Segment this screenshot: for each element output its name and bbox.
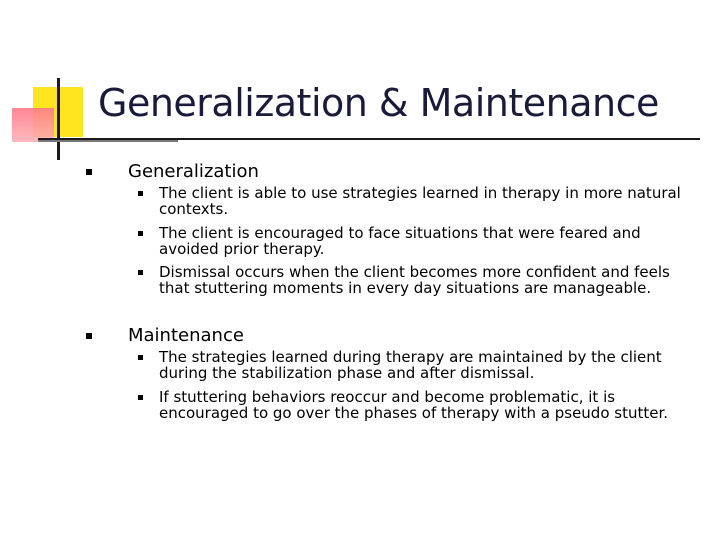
sub-bullet-text: The client is encouraged to face situations that were feared and avoided prior therapy.	[159, 224, 641, 258]
sub-bullet-text: Dismissal occurs when the client becomes more confident and feels that stuttering moments in every day situations are manageable.	[159, 263, 670, 297]
sub-bullet-text: The client is able to use strategies learned in therapy in more natural contexts.	[159, 184, 681, 218]
decorative-vertical-rule	[57, 78, 60, 160]
section-heading: Generalization	[128, 161, 259, 182]
sub-bullet-text: The strategies learned during therapy are maintained by the client during the stabilization phase and after dismissal.	[159, 348, 662, 382]
sub-bullet-text: If stuttering behaviors reoccur and become problematic, it is encouraged to go over the phases of therapy with a pseudo stutter.	[159, 388, 669, 422]
square-bullet-icon	[138, 270, 143, 275]
decorative-pink-square	[12, 108, 54, 142]
title-underline-shadow	[38, 140, 178, 142]
square-bullet-icon	[138, 395, 143, 400]
square-bullet-icon	[86, 169, 92, 175]
square-bullet-icon	[86, 333, 92, 339]
slide-title: Generalization & Maintenance	[98, 81, 659, 125]
square-bullet-icon	[138, 355, 143, 360]
section-heading: Maintenance	[128, 325, 244, 346]
square-bullet-icon	[138, 231, 143, 236]
square-bullet-icon	[138, 191, 143, 196]
